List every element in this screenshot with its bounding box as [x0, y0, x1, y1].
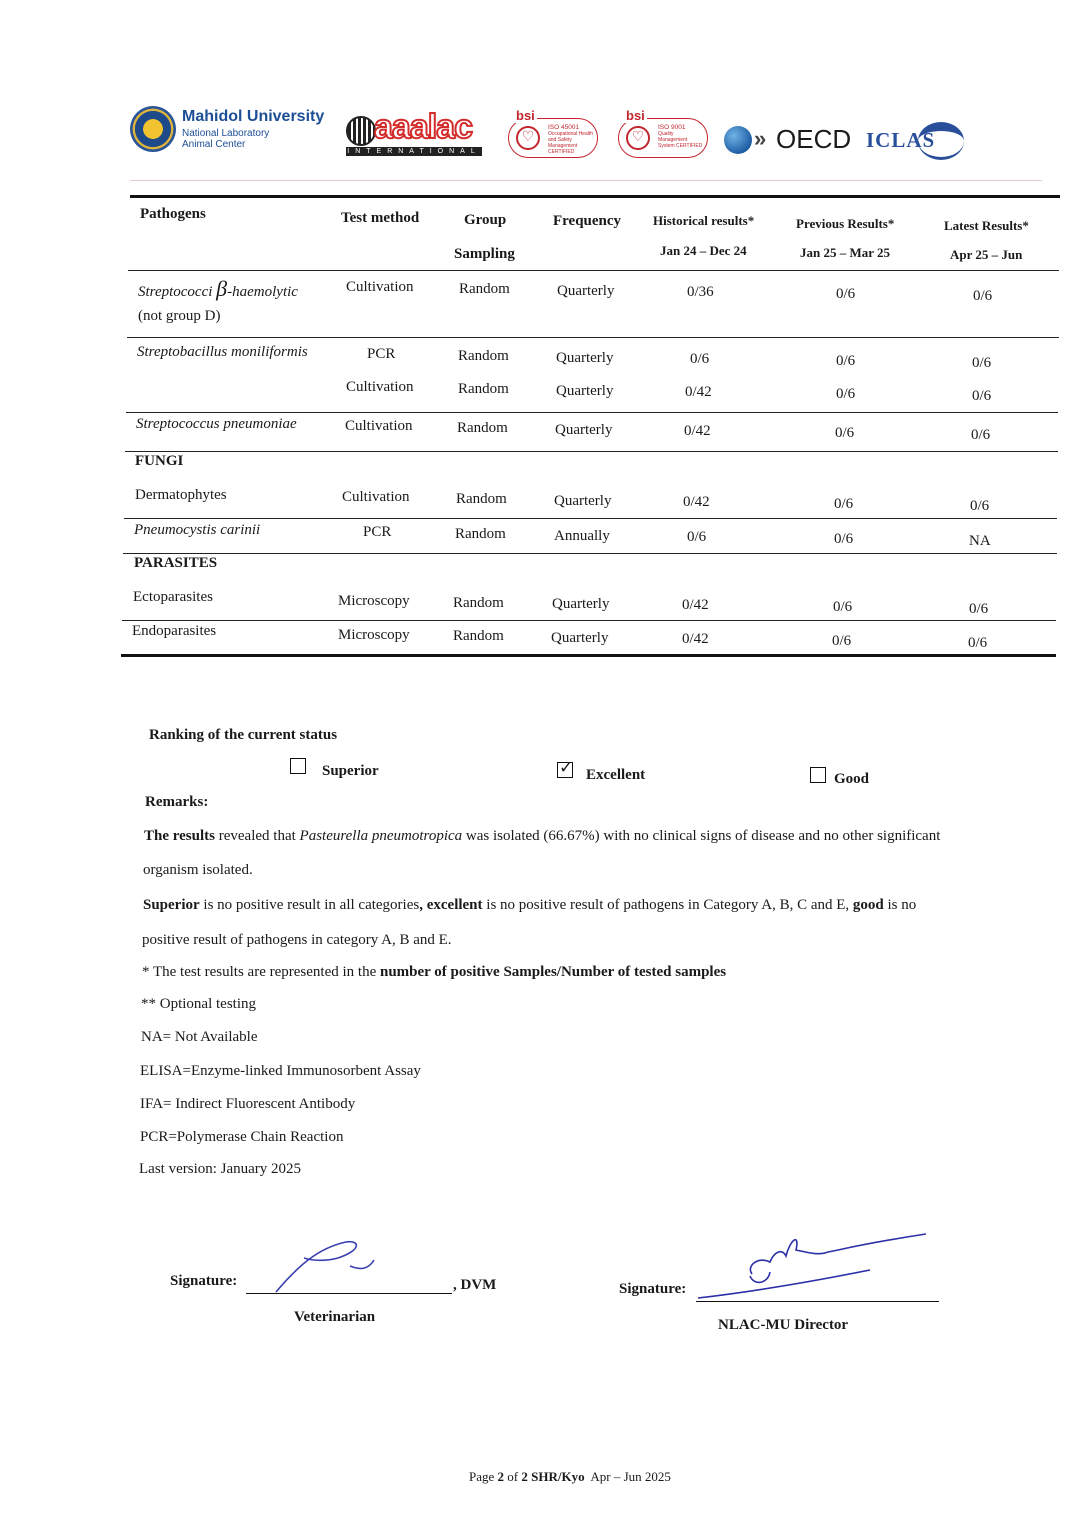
excellent-label: Excellent	[586, 767, 646, 783]
veterinarian-role: Veterinarian	[294, 1309, 376, 1325]
latest-result: 0/6	[973, 288, 993, 304]
header-latest: Latest Results*	[944, 218, 1029, 233]
bsi-brand: bsi	[626, 108, 645, 123]
iclas-logo	[866, 122, 966, 164]
excellent-checkbox[interactable]	[557, 758, 574, 778]
previous-result: 0/6	[832, 633, 852, 649]
pathogen-name-note: (not group D)	[138, 308, 221, 324]
previous-result: 0/6	[835, 425, 855, 441]
sampling: Random	[457, 420, 508, 436]
header-frequency: Frequency	[553, 213, 622, 229]
historical-result: 0/42	[685, 384, 712, 400]
veterinarian-signature	[268, 1236, 388, 1296]
table-top-rule	[130, 195, 1060, 198]
oecd-chevron-icon: »	[754, 126, 767, 151]
superior-label: Superior	[322, 763, 379, 779]
pathogen-name: Ectoparasites	[133, 589, 213, 605]
bsi-iso45001-logo	[508, 108, 600, 160]
test-method: Cultivation	[345, 418, 413, 434]
pathogen-name: Streptococcus pneumoniae	[136, 416, 297, 432]
latest-result: 0/6	[971, 427, 991, 443]
aaalac-wordmark: aaalac	[374, 108, 472, 146]
pathogen-name: Dermatophytes	[135, 487, 227, 503]
test-method: Microscopy	[338, 593, 410, 609]
header-previous-period: Jan 25 – Mar 25	[800, 245, 891, 260]
oecd-globe-icon	[724, 126, 752, 154]
table-row-rule	[122, 620, 1056, 621]
remarks-last-version: Last version: January 2025	[139, 1161, 302, 1177]
table-row-rule	[123, 553, 1057, 554]
header-divider	[130, 180, 1042, 181]
frequency: Quarterly	[554, 493, 612, 509]
mahidol-subtitle-2: Animal Center	[182, 139, 246, 150]
mahidol-seal-icon	[130, 106, 176, 152]
header-historical: Historical results*	[653, 213, 755, 228]
sampling: Random	[453, 595, 504, 611]
historical-result: 0/6	[687, 529, 707, 545]
remarks-pcr: PCR=Polymerase Chain Reaction	[140, 1129, 344, 1145]
mahidol-subtitle-1: National Laboratory	[182, 128, 270, 139]
frequency: Quarterly	[551, 630, 609, 646]
frequency: Quarterly	[556, 383, 614, 399]
remarks-ranking-line2: positive result of pathogens in category A, B and E.	[142, 932, 452, 948]
remarks-footnote-star: * The test results are represented in the number of positive Samples/Number of tested samples	[142, 964, 727, 980]
oecd-logo	[724, 124, 854, 160]
test-method: Cultivation	[346, 379, 414, 395]
historical-result: 0/42	[682, 597, 709, 613]
latest-result: 0/6	[970, 498, 990, 514]
sampling: Random	[458, 348, 509, 364]
historical-result: 0/36	[687, 284, 714, 300]
remarks-ifa: IFA= Indirect Fluorescent Antibody	[140, 1096, 356, 1112]
beta-symbol: β	[216, 276, 228, 301]
bsi-standard: ISO 45001	[548, 124, 580, 131]
mahidol-title: Mahidol University	[182, 108, 325, 125]
previous-result: 0/6	[836, 353, 856, 369]
table-bottom-rule	[121, 654, 1056, 657]
header-latest-period: Apr 25 – Jun	[950, 247, 1023, 262]
remarks-na: NA= Not Available	[141, 1029, 258, 1045]
header-group: Group	[464, 212, 507, 228]
latest-result: 0/6	[972, 388, 992, 404]
table-header-rule	[128, 270, 1059, 271]
sampling: Random	[458, 381, 509, 397]
table-row-rule	[127, 337, 1059, 338]
aaalac-logo	[346, 108, 482, 158]
remarks-ranking-line1: Superior is no positive result in all categories, excellent is no positive result of pathogens in Category A, B, C and E, good is no	[143, 897, 917, 913]
sampling: Random	[459, 281, 510, 297]
bsi-kitemark-icon: ♡	[626, 126, 650, 150]
table-row-rule	[125, 451, 1058, 452]
historical-result: 0/42	[683, 494, 710, 510]
aaalac-tagline: INTERNATIONAL	[347, 148, 481, 155]
latest-result: 0/6	[972, 355, 992, 371]
superior-checkbox[interactable]	[290, 758, 306, 774]
pathogen-name: Streptococci β-haemolytic	[138, 276, 298, 301]
test-method: Microscopy	[338, 627, 410, 643]
aaalac-globe-icon	[346, 116, 376, 146]
sampling: Random	[456, 491, 507, 507]
latest-result: NA	[969, 533, 991, 549]
section-fungi: FUNGI	[135, 453, 184, 469]
sampling: Random	[455, 526, 506, 542]
signature-left-label: Signature:	[170, 1273, 238, 1289]
signature-right-label: Signature:	[619, 1281, 687, 1297]
ranking-title: Ranking of the current status	[149, 727, 338, 743]
header-previous: Previous Results*	[796, 216, 895, 231]
page-footer: Page 2 of 2 SHR/Kyo Apr – Jun 2025	[469, 1469, 671, 1484]
bsi-iso9001-logo	[618, 108, 710, 160]
director-role: NLAC-MU Director	[718, 1317, 849, 1333]
section-parasites: PARASITES	[134, 555, 218, 571]
header-pathogens: Pathogens	[140, 206, 206, 222]
historical-result: 0/42	[684, 423, 711, 439]
iclas-wordmark: ICLAS	[866, 128, 936, 152]
header-sampling: Sampling	[454, 246, 515, 262]
pathogen-name: Streptobacillus moniliformis	[137, 344, 308, 360]
header-historical-period: Jan 24 – Dec 24	[660, 243, 747, 258]
good-checkbox[interactable]	[810, 767, 826, 783]
frequency: Annually	[554, 528, 610, 544]
test-method: Cultivation	[346, 279, 414, 295]
table-row-rule	[124, 518, 1057, 519]
bsi-standard-text: Quality Management System CERTIFIED	[658, 131, 703, 149]
test-method: PCR	[363, 524, 392, 540]
good-label: Good	[834, 771, 870, 787]
bsi-brand: bsi	[516, 108, 535, 123]
test-method: PCR	[367, 346, 396, 362]
remarks-results-line2: organism isolated.	[143, 862, 253, 878]
previous-result: 0/6	[834, 531, 854, 547]
frequency: Quarterly	[556, 350, 614, 366]
bsi-standard-text: Occupational Health and Safety Management CERTIFIED	[548, 131, 594, 155]
frequency: Quarterly	[552, 596, 610, 612]
mahidol-logo	[130, 106, 330, 156]
signature-left-suffix: , DVM	[453, 1277, 497, 1293]
previous-result: 0/6	[834, 496, 854, 512]
table-row-rule	[126, 412, 1058, 413]
latest-result: 0/6	[968, 635, 988, 651]
remarks-title: Remarks:	[145, 794, 209, 810]
historical-result: 0/42	[682, 631, 709, 647]
checkmark-icon: ✓	[559, 758, 574, 778]
historical-result: 0/6	[690, 351, 710, 367]
remarks-results-line1: The results revealed that Pasteurella pneumotropica was isolated (66.67%) with no clinical signs of disease and no other significant	[144, 828, 941, 844]
pathogen-name: Pneumocystis carinii	[134, 522, 261, 538]
latest-result: 0/6	[969, 601, 989, 617]
director-signature	[690, 1222, 935, 1306]
bsi-kitemark-icon: ♡	[516, 126, 540, 150]
frequency: Quarterly	[557, 283, 615, 299]
previous-result: 0/6	[833, 599, 853, 615]
bsi-standard: ISO 9001	[658, 124, 686, 131]
pathogen-name: Endoparasites	[132, 623, 217, 639]
test-method: Cultivation	[342, 489, 410, 505]
previous-result: 0/6	[836, 286, 856, 302]
remarks-elisa: ELISA=Enzyme-linked Immunosorbent Assay	[140, 1063, 421, 1079]
sampling: Random	[453, 628, 504, 644]
frequency: Quarterly	[555, 422, 613, 438]
remarks-optional: ** Optional testing	[141, 996, 256, 1012]
previous-result: 0/6	[836, 386, 856, 402]
header-test-method: Test method	[341, 210, 420, 226]
oecd-wordmark: OECD	[776, 124, 852, 154]
